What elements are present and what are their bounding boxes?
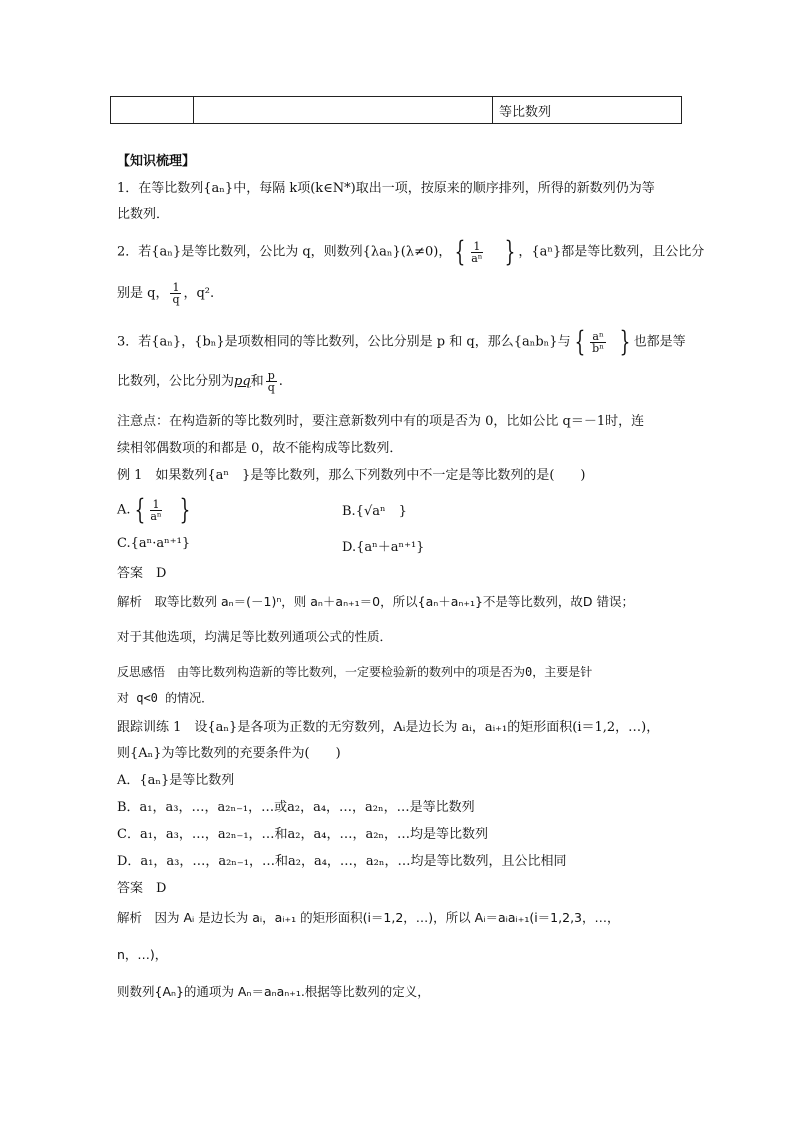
header-table	[110, 96, 682, 124]
option-a	[117, 493, 194, 526]
analysis-2-line1: 解析 因为 Aᵢ 是边长为 aᵢ，aᵢ₊₁ 的矩形面积(i＝1,2，…)，所以 Aᵢ＝aᵢaᵢ₊₁(i＝1,2,3，…，	[117, 910, 620, 925]
frac-num: 1	[172, 281, 180, 294]
p2-text-b: ，{aⁿ}都是等比数列，且公比分	[518, 244, 705, 260]
reflection-line2: 对 q<0 的情况．	[117, 691, 214, 705]
option-a-fraction	[150, 499, 161, 522]
option-b: B.{√aⁿ }	[342, 504, 407, 519]
training-option-b: B．a₁，a₃，…，a₂ₙ₋₁，…或a₂，a₄，…，a₂ₙ，…是等比数列	[117, 800, 475, 815]
right-brace: }	[504, 235, 515, 268]
right-brace: }	[179, 493, 190, 526]
right-brace: }	[619, 325, 631, 358]
frac-num: aⁿ	[592, 329, 604, 343]
p3-line2	[117, 370, 283, 393]
table-cell-3: 等比数列	[493, 97, 682, 124]
analysis-1-line2: 对于其他选项，均满足等比数列通项公式的性质．	[117, 629, 393, 644]
frac-den: aⁿ	[471, 251, 483, 265]
p2-text-a: 2．若{aₙ}是等比数列，公比为 q，则数列{λaₙ}(λ≠0)，	[117, 244, 452, 260]
training-option-a: A．{aₙ}是等比数列	[117, 773, 235, 788]
answer-1: 答案 D	[117, 566, 167, 581]
frac-den: aⁿ	[150, 509, 162, 523]
p3-line1	[117, 325, 686, 358]
left-brace: {	[454, 235, 466, 268]
frac-num: p	[267, 369, 275, 382]
left-brace: {	[574, 325, 585, 358]
period: .	[278, 374, 283, 389]
note-line2: 续相邻偶数项的和都是 0，故不能构成等比数列．	[117, 441, 403, 456]
training-line2: 则{Aₙ}为等比数列的充要条件为( )	[117, 746, 341, 761]
p2-line2	[117, 282, 214, 305]
table-cell-2	[194, 97, 493, 124]
section-title: 【知识梳理】	[117, 154, 196, 169]
left-brace: {	[134, 493, 145, 526]
frac-den: q	[172, 293, 180, 306]
table-cell-1	[111, 97, 194, 124]
and-text: 和	[250, 374, 264, 389]
p3-text-b: 也都是等	[633, 334, 686, 350]
answer-2: 答案 D	[117, 881, 167, 896]
option-c: C.{aⁿ·aⁿ⁺¹}	[117, 536, 191, 551]
p1-line2: 比数列．	[117, 207, 170, 222]
p2-line2-text-a: 别是 q，	[117, 286, 169, 301]
p3-text-a: 3．若{aₙ}，{bₙ}是项数相同的等比数列，公比分别是 p 和 q，那么{aₙbₙ}与	[117, 334, 571, 350]
p1-line1: 1．在等比数列{aₙ}中，每隔 k项(k∈N*)取出一项，按原来的顺序排列，所得的新数列仍为等	[117, 181, 655, 196]
frac-den: bⁿ	[592, 341, 604, 355]
training-option-c: C．a₁，a₃，…，a₂ₙ₋₁，…和a₂，a₄，…，a₂ₙ，…均是等比数列	[117, 827, 489, 842]
p2-line2-fraction	[170, 282, 181, 305]
p3-line2-fraction	[266, 370, 277, 393]
option-a-prefix: A.	[117, 502, 131, 518]
frac-den: q	[267, 381, 275, 394]
frac-num: 1	[471, 241, 482, 253]
p3-line2-text: 比数列，公比分别为	[117, 374, 235, 389]
p2-fraction	[471, 241, 482, 264]
p2-line2-text-b: ，q².	[183, 286, 215, 301]
p2-line1	[117, 235, 705, 268]
pq-answer: pq	[234, 374, 251, 389]
training-line1: 跟踪训练 1 设{aₙ}是各项为正数的无穷数列，Aᵢ是边长为 aᵢ，aᵢ₊₁的矩形面积(i＝1,2，…)，	[117, 720, 660, 735]
reflection-line1: 反思感悟 由等比数列构造新的等比数列，一定要检验新的数列中的项是否为0，主要是针	[117, 665, 593, 679]
analysis-2-line2: n，…)，	[117, 947, 168, 962]
note-line1: 注意点：在构造新的等比数列时，要注意新数列中有的项是否为 0，比如公比 q＝－1时，连	[117, 414, 645, 429]
example-1: 例 1 如果数列{aⁿ }是等比数列，那么下列数列中不一定是等比数列的是( )	[117, 468, 586, 483]
p3-fraction	[590, 331, 605, 354]
analysis-2-line3: 则数列{Aₙ}的通项为 Aₙ＝aₙaₙ₊₁.根据等比数列的定义，	[117, 984, 430, 999]
training-option-d: D．a₁，a₃，…，a₂ₙ₋₁，…和a₂，a₄，…，a₂ₙ，…均是等比数列，且公比相同	[117, 854, 567, 869]
frac-num: 1	[150, 499, 161, 511]
option-d: D.{aⁿ＋aⁿ⁺¹}	[342, 540, 425, 555]
analysis-1-line1: 解析 取等比数列 aₙ＝(－1)ⁿ，则 aₙ＋aₙ₊₁＝0，所以{aₙ＋aₙ₊₁}不是等比数列，故D 错误；	[117, 594, 635, 609]
